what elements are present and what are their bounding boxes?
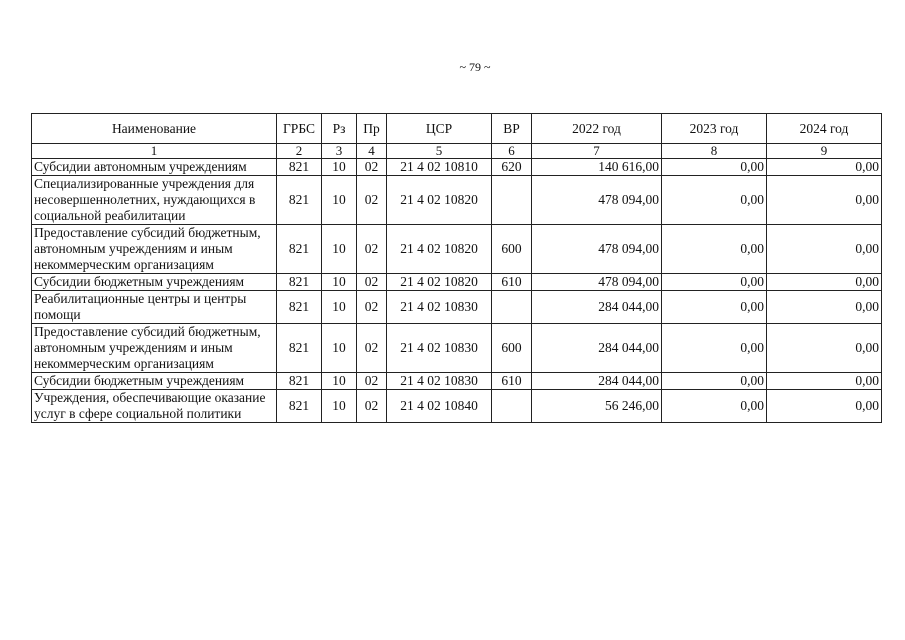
row-pr: 02 [357,291,387,324]
row-amount-2024: 0,00 [767,291,882,324]
table-row [32,390,882,423]
row-pr: 02 [357,390,387,423]
row-grbs: 821 [277,159,322,176]
row-grbs: 821 [277,176,322,225]
table-row [32,225,882,274]
table-row [32,373,882,390]
row-amount-2023: 0,00 [662,176,767,225]
column-number: 7 [532,144,662,159]
header-row [32,114,882,144]
row-amount-2024: 0,00 [767,390,882,423]
row-amount-2023: 0,00 [662,324,767,373]
table-row [32,291,882,324]
row-csr: 21 4 02 10820 [387,225,492,274]
row-name: Субсидии бюджетным учреждениям [32,373,277,390]
row-amount-2022: 56 246,00 [532,390,662,423]
table-row [32,274,882,291]
header-2022: 2022 год [532,114,662,144]
row-name: Субсидии бюджетным учреждениям [32,274,277,291]
header-grbs: ГРБС [277,114,322,144]
row-vr: 610 [492,274,532,291]
row-csr: 21 4 02 10820 [387,176,492,225]
row-name: Предоставление субсидий бюджетным, автономным учреждениям и иным некоммерческим организациям [32,324,277,373]
row-amount-2022: 478 094,00 [532,176,662,225]
row-name: Реабилитационные центры и центры помощи [32,291,277,324]
row-amount-2023: 0,00 [662,373,767,390]
row-name: Специализированные учреждения для несовершеннолетних, нуждающихся в социальной реабилитации [32,176,277,225]
row-name: Субсидии автономным учреждениям [32,159,277,176]
table-row [32,176,882,225]
header-pr: Пр [357,114,387,144]
row-csr: 21 4 02 10820 [387,274,492,291]
header-rz: Рз [322,114,357,144]
row-amount-2023: 0,00 [662,159,767,176]
budget-table [31,113,882,423]
column-number: 5 [387,144,492,159]
row-rz: 10 [322,390,357,423]
row-name: Учреждения, обеспечивающие оказание услуг в сфере социальной политики [32,390,277,423]
row-amount-2023: 0,00 [662,274,767,291]
row-amount-2022: 284 044,00 [532,373,662,390]
row-rz: 10 [322,176,357,225]
row-grbs: 821 [277,291,322,324]
header-2024: 2024 год [767,114,882,144]
row-amount-2023: 0,00 [662,291,767,324]
table-row [32,159,882,176]
row-csr: 21 4 02 10830 [387,324,492,373]
row-grbs: 821 [277,225,322,274]
row-amount-2024: 0,00 [767,225,882,274]
row-vr: 600 [492,324,532,373]
row-amount-2022: 284 044,00 [532,324,662,373]
row-csr: 21 4 02 10810 [387,159,492,176]
row-vr [492,176,532,225]
row-grbs: 821 [277,373,322,390]
row-amount-2024: 0,00 [767,176,882,225]
row-amount-2023: 0,00 [662,390,767,423]
column-number: 1 [32,144,277,159]
row-rz: 10 [322,225,357,274]
column-number: 3 [322,144,357,159]
column-number: 6 [492,144,532,159]
row-name: Предоставление субсидий бюджетным, автономным учреждениям и иным некоммерческим организациям [32,225,277,274]
row-grbs: 821 [277,390,322,423]
header-vr: ВР [492,114,532,144]
row-amount-2024: 0,00 [767,373,882,390]
row-vr: 620 [492,159,532,176]
column-number: 9 [767,144,882,159]
column-number: 2 [277,144,322,159]
row-rz: 10 [322,291,357,324]
row-rz: 10 [322,373,357,390]
row-vr: 610 [492,373,532,390]
row-amount-2024: 0,00 [767,324,882,373]
table-row [32,324,882,373]
row-amount-2024: 0,00 [767,159,882,176]
column-number: 4 [357,144,387,159]
row-csr: 21 4 02 10840 [387,390,492,423]
row-pr: 02 [357,176,387,225]
row-csr: 21 4 02 10830 [387,373,492,390]
column-number-row [32,144,882,159]
row-rz: 10 [322,159,357,176]
page-number: ~ 79 ~ [459,60,491,74]
row-grbs: 821 [277,324,322,373]
row-vr: 600 [492,225,532,274]
row-pr: 02 [357,324,387,373]
header-csr: ЦСР [387,114,492,144]
column-number: 8 [662,144,767,159]
row-amount-2022: 284 044,00 [532,291,662,324]
row-pr: 02 [357,159,387,176]
row-rz: 10 [322,274,357,291]
row-amount-2022: 140 616,00 [532,159,662,176]
row-csr: 21 4 02 10830 [387,291,492,324]
row-amount-2022: 478 094,00 [532,274,662,291]
row-vr [492,291,532,324]
header-2023: 2023 год [662,114,767,144]
row-amount-2022: 478 094,00 [532,225,662,274]
row-pr: 02 [357,274,387,291]
row-pr: 02 [357,225,387,274]
row-amount-2023: 0,00 [662,225,767,274]
row-pr: 02 [357,373,387,390]
row-vr [492,390,532,423]
row-grbs: 821 [277,274,322,291]
header-name: Наименование [32,114,277,144]
row-amount-2024: 0,00 [767,274,882,291]
row-rz: 10 [322,324,357,373]
